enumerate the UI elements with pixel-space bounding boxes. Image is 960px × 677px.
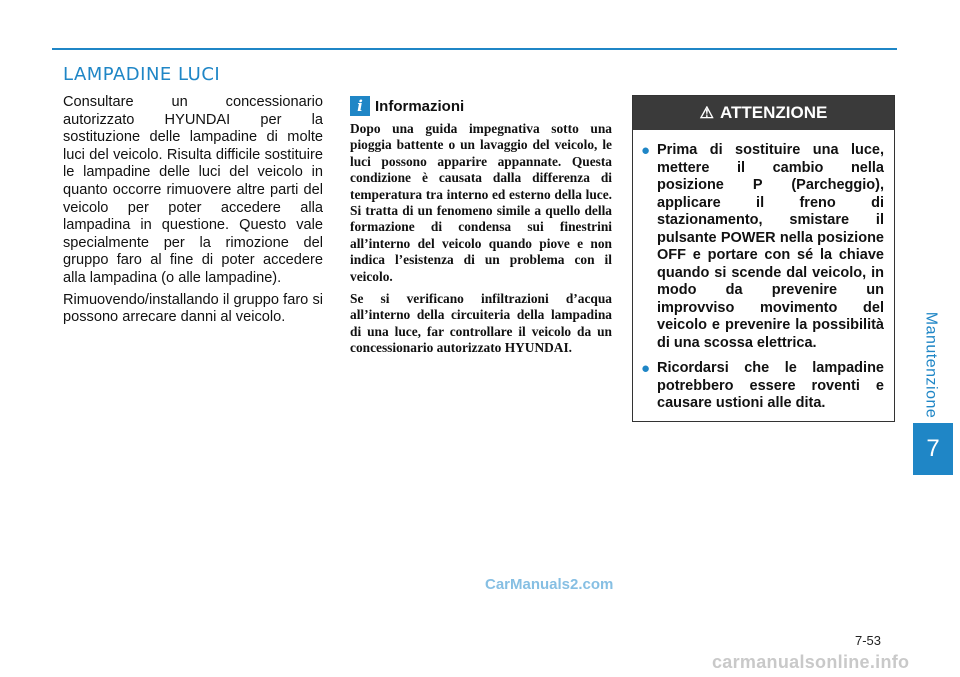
section-title: LAMPADINE LUCI [63, 64, 221, 85]
info-title: Informazioni [375, 97, 465, 115]
warning-item [641, 142, 884, 352]
info-paragraph: Se si verificano infiltrazioni d’acqua all’interno della circuiteria della lampadina di una luce, far controllare il veicolo da un concessionario autorizzato HYUNDAI. [350, 291, 612, 356]
intro-text [63, 94, 323, 331]
warning-item [641, 360, 884, 413]
warning-triangle-icon: ⚠ [699, 105, 714, 122]
chapter-side-label [900, 310, 960, 420]
bullet-icon: ● [641, 360, 651, 377]
bullet-icon: ● [641, 142, 651, 159]
warning-box [632, 95, 895, 422]
warning-title: ATTENZIONE [719, 103, 828, 122]
intro-paragraph: Consultare un concessionario autorizzato HYUNDAI per la sostituzione delle lampadine di molte luci del veicolo. Risulta difficile sostituire le lampadine delle luci del veicolo in quanto occorre rimuovere altre parti del veicolo per poter accedere alla lampadina in questione. Questo vale specialmente per la rimozione del gruppo faro al fine di poter accedere alla lampadina (o alle lampadine). [63, 94, 323, 286]
info-heading [350, 96, 464, 116]
info-paragraph: Dopo una guida impegnativa sotto una pioggia battente o un lavaggio del veicolo, le luci possono apparire appannate. Questa condizione è causata dalla differenza di temperatura tra interno ed esterno della luce. Si tratta di un fenomeno simile a quello della formazione di condensa sui finestrini all’interno del veicolo quando piove e non indica l’esistenza di un problema con il veicolo. [350, 121, 612, 284]
chapter-name: Manutenzione [922, 311, 940, 419]
page-number: 7-53 [855, 633, 882, 648]
intro-paragraph: Rimuovendo/installando il gruppo faro si possono arrecare danni al veicolo. [63, 291, 323, 326]
info-body [350, 121, 612, 363]
top-divider [52, 48, 897, 50]
watermark-footer: carmanualsonline.info [712, 652, 910, 672]
info-icon: i [350, 96, 370, 116]
watermark-link[interactable]: CarManuals2.com [485, 576, 614, 593]
chapter-number-tab: 7 [913, 423, 953, 475]
warning-list [633, 130, 894, 413]
warning-item-text: Prima di sostituire una luce, mettere il cambio nella posizione P (Parcheggio), applicare il freno di stazionamento, smistare il pulsante POWER nella posizione OFF e portare con sé la chiave quando si scende dal veicolo, in modo da prevenire un improvviso movimento del veicolo e prevenire la possibilità di una scossa elettrica. [657, 142, 884, 351]
warning-header [633, 96, 894, 130]
warning-item-text: Ricordarsi che le lampadine potrebbero essere roventi e causare ustioni alle dita. [657, 360, 884, 411]
